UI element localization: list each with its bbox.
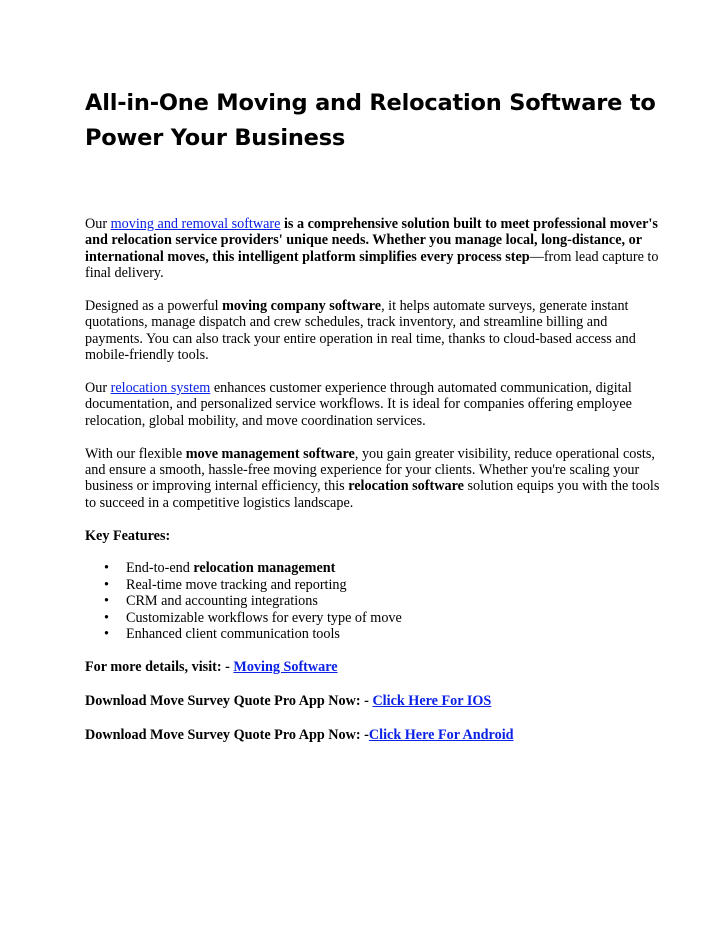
feature-item: • Customizable workflows for every type of move	[126, 610, 660, 626]
ios-download-label: Download Move Survey Quote Pro App Now: -	[85, 693, 373, 710]
description-text-start: Designed as a powerful	[85, 298, 223, 315]
relocation-system-paragraph	[85, 380, 660, 429]
ios-download-link[interactable]	[372, 693, 491, 709]
move-text-middle: , you gain greater visibility, reduce operational costs, and ensure a smooth, hassle-free moving experience for your clients. Whether you're scaling your business or improving internal efficiency, this	[85, 445, 655, 495]
move-management-paragraph	[85, 446, 660, 512]
visit-label: For more details, visit: -	[85, 658, 234, 675]
moving-company-software-bold: moving company software	[222, 298, 382, 315]
move-text-start: With our flexible	[85, 445, 186, 462]
relocation-system-link[interactable]: relocation system	[110, 380, 211, 397]
ios-download-line	[85, 693, 660, 709]
visit-line	[85, 659, 660, 675]
move-management-software-bold: move management software	[185, 445, 355, 462]
feature-item-bold: relocation management	[193, 560, 336, 577]
intro-paragraph	[85, 216, 660, 282]
key-features-heading	[85, 528, 660, 544]
description-text-end: , it helps automate surveys, generate instant quotations, manage dispatch and crew schedules, track inventory, and streamline billing and payments. You can also track your entire operation in real time, thanks to cloud-based access and mobile-friendly tools.	[85, 298, 636, 364]
android-download-line	[85, 727, 660, 743]
key-features-heading-text: Key Features:	[85, 527, 171, 544]
feature-item-text: End-to-end	[126, 560, 194, 577]
android-download-link[interactable]	[369, 727, 514, 743]
description-paragraph	[85, 298, 660, 364]
relocation-software-bold: relocation software	[348, 478, 464, 495]
relocation-text-end: enhances customer experience through automated communication, digital documentation, and personalized service workflows. It is ideal for companies offering employee relocation, global mobility, and move coordination services.	[85, 380, 632, 429]
intro-bold-text: is a comprehensive solution built to meet professional mover's and relocation service providers' unique needs. Whether you manage local, long-distance, or international moves, this intelligent platform simplifies every process step	[85, 216, 658, 265]
move-text-end: solution equips you with the tools to succeed in a competitive logistics landscape.	[85, 478, 660, 511]
feature-item: • Real-time move tracking and reporting	[126, 577, 660, 593]
intro-text-end: —from lead capture to final delivery.	[85, 248, 659, 282]
moving-and-removal-software-link[interactable]: moving and removal software	[110, 216, 281, 232]
moving-software-link-text: Moving Software	[233, 658, 338, 675]
feature-item	[126, 560, 660, 576]
moving-software-link[interactable]	[233, 659, 337, 675]
ios-download-link-text: Click Here For IOS	[372, 693, 492, 710]
feature-item: • CRM and accounting integrations	[126, 593, 660, 609]
features-list	[85, 560, 660, 642]
android-download-link-text: Click Here For Android	[368, 726, 514, 743]
intro-text-start: Our	[85, 216, 111, 232]
android-download-label: Download Move Survey Quote Pro App Now: -	[85, 726, 369, 743]
feature-item: • Enhanced client communication tools	[126, 626, 660, 642]
page-title: All-in-One Moving and Relocation Software to Power Your Business	[85, 90, 656, 151]
relocation-text-start: Our	[85, 380, 111, 397]
